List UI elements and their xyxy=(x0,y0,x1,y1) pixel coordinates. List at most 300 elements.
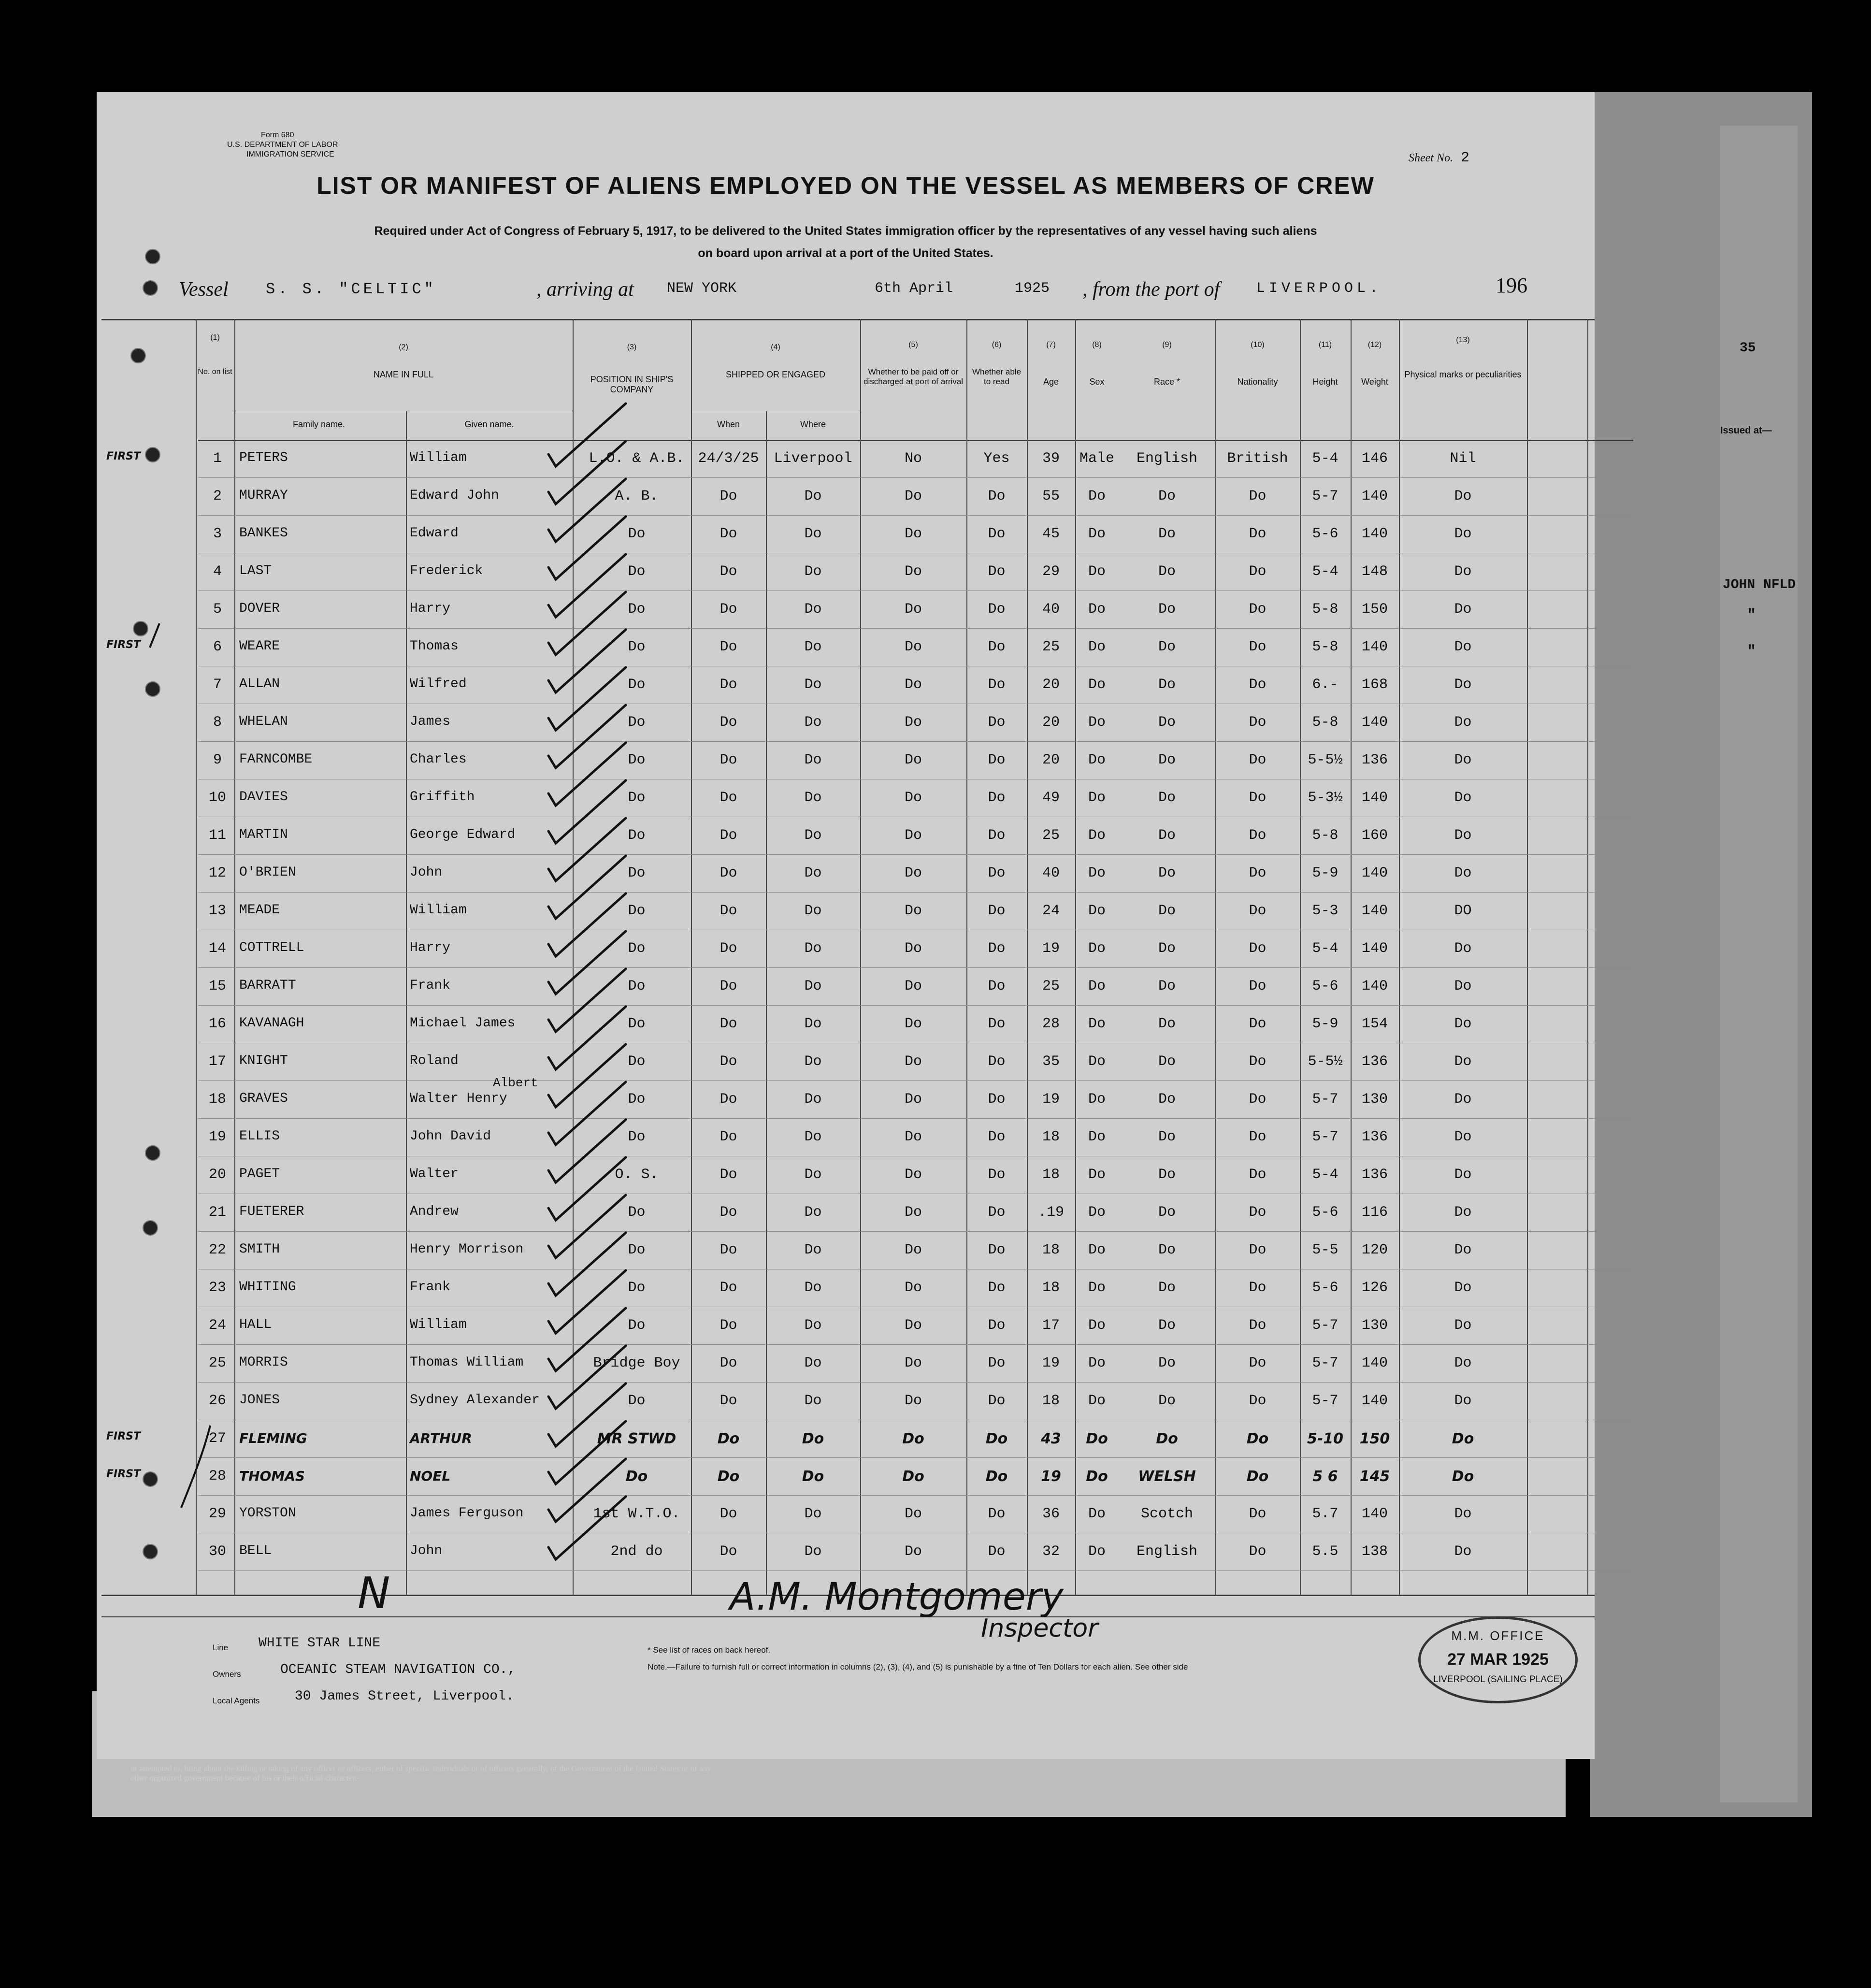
shipped-when: Do xyxy=(720,488,737,504)
position: Do xyxy=(628,1129,646,1145)
race: English xyxy=(1136,450,1198,467)
tally-mark: N xyxy=(358,1568,390,1619)
age: 18 xyxy=(1042,1167,1060,1183)
checkmark-icon xyxy=(548,1270,626,1333)
position: Do xyxy=(628,526,646,542)
shipped-where: Do xyxy=(804,978,822,994)
position: Do xyxy=(628,865,646,881)
age: 39 xyxy=(1042,450,1060,467)
shipped-when: Do xyxy=(720,526,737,542)
punch-hole xyxy=(145,681,160,697)
row-number: 12 xyxy=(208,865,226,881)
able-to-read: Do xyxy=(988,714,1006,731)
arrival-date: 6th April xyxy=(875,280,953,297)
checkmark-icon xyxy=(548,931,626,994)
physical-marks: Do xyxy=(1454,601,1472,618)
given-name: Frank xyxy=(410,978,451,993)
weight: 140 xyxy=(1361,526,1388,542)
inspector-signature: A.M. Montgomery xyxy=(730,1575,1064,1619)
punch-hole xyxy=(145,1145,160,1161)
sex: Do xyxy=(1088,1355,1106,1371)
weight: 140 xyxy=(1361,978,1388,994)
paid-off: Do xyxy=(904,940,922,957)
given-name: Thomas xyxy=(410,639,459,654)
col-10-number: (10) xyxy=(1251,341,1265,349)
age: 25 xyxy=(1042,978,1060,994)
height: 5-7 xyxy=(1312,1317,1338,1334)
physical-marks: Do xyxy=(1454,1091,1472,1108)
row-number: 24 xyxy=(208,1317,226,1334)
sex: Do xyxy=(1088,865,1106,881)
race: Do xyxy=(1158,1053,1176,1070)
race: Do xyxy=(1158,752,1176,768)
age: 19 xyxy=(1042,1091,1060,1108)
form-header: Form 680 U.S. DEPARTMENT OF LABOR IMMIGRATION SERVICE xyxy=(227,131,338,158)
physical-marks: Do xyxy=(1454,526,1472,542)
row-number: 1 xyxy=(213,450,222,467)
nationality: Do xyxy=(1249,1016,1267,1032)
age: 45 xyxy=(1042,526,1060,542)
agents-label: Local Agents xyxy=(213,1696,260,1705)
race: Do xyxy=(1158,1355,1176,1371)
position: O. S. xyxy=(615,1167,659,1183)
shipped-when: Do xyxy=(720,1016,737,1032)
physical-marks: Do xyxy=(1454,1317,1472,1334)
age: 20 xyxy=(1042,752,1060,768)
shipped-where: Do xyxy=(804,677,822,693)
position: Do xyxy=(628,639,646,655)
race: Scotch xyxy=(1140,1506,1194,1522)
col-11-number: (11) xyxy=(1318,341,1332,349)
paid-off: Do xyxy=(904,827,922,844)
shipped-where: Do xyxy=(804,1317,822,1334)
able-to-read: Do xyxy=(985,1468,1008,1485)
arriving-label: , arriving at xyxy=(536,278,634,301)
race: Do xyxy=(1158,1317,1176,1334)
row-number: 11 xyxy=(208,827,226,844)
race: Do xyxy=(1158,677,1176,693)
punch-hole xyxy=(143,1544,158,1559)
margin-stroke xyxy=(181,1426,210,1508)
checkmark-icon xyxy=(548,856,626,919)
weight: 140 xyxy=(1361,790,1388,806)
family-name: FUETERER xyxy=(239,1204,304,1219)
age: 20 xyxy=(1042,714,1060,731)
physical-marks: Do xyxy=(1454,488,1472,504)
row-number: 26 xyxy=(208,1393,226,1409)
row-number: 2 xyxy=(213,488,222,504)
col-11-label: Height xyxy=(1312,377,1338,387)
family-name: YORSTON xyxy=(239,1506,296,1521)
nationality: Do xyxy=(1249,601,1267,618)
position: L.O. & A.B. xyxy=(589,450,685,467)
physical-marks: Do xyxy=(1454,639,1472,655)
punch-hole xyxy=(143,1220,158,1236)
paid-off: Do xyxy=(904,1242,922,1258)
col-4-label: SHIPPED OR ENGAGED xyxy=(725,370,826,379)
shipped-when: Do xyxy=(720,903,737,919)
physical-marks: Do xyxy=(1454,1167,1472,1183)
sex: Do xyxy=(1088,563,1106,580)
position: Do xyxy=(628,1053,646,1070)
sex: Do xyxy=(1088,827,1106,844)
checkmark-icon xyxy=(548,818,626,881)
line-value: WHITE STAR LINE xyxy=(259,1636,381,1651)
shipped-when: Do xyxy=(720,1393,737,1409)
shipped-when: Do xyxy=(717,1430,740,1447)
height: 5-8 xyxy=(1312,601,1338,618)
weight: 154 xyxy=(1361,1016,1388,1032)
manifest-page xyxy=(97,92,1595,1759)
checkmark-layer xyxy=(97,92,1595,1759)
position: Do xyxy=(628,752,646,768)
family-name-subhead: Family name. xyxy=(292,419,345,429)
paid-off: Do xyxy=(904,978,922,994)
weight: 140 xyxy=(1361,1355,1388,1371)
punch-hole xyxy=(145,447,160,462)
margin-mark: FIRST xyxy=(106,1468,141,1480)
physical-marks: Do xyxy=(1454,865,1472,881)
race: Do xyxy=(1158,488,1176,504)
height: 5-6 xyxy=(1312,1204,1338,1221)
physical-marks: Nil xyxy=(1450,450,1476,467)
sex: Male xyxy=(1079,450,1114,467)
checkmark-icon xyxy=(548,780,626,843)
race: Do xyxy=(1158,1091,1176,1108)
able-to-read: Do xyxy=(988,903,1006,919)
col-10-label: Nationality xyxy=(1237,377,1278,387)
paid-off: Do xyxy=(904,1016,922,1032)
checkmark-icon xyxy=(548,1459,626,1522)
margin-mark: FIRST xyxy=(106,639,141,651)
weight: 138 xyxy=(1361,1543,1388,1560)
row-number: 16 xyxy=(208,1016,226,1032)
age: 29 xyxy=(1042,563,1060,580)
weight: 160 xyxy=(1361,827,1388,844)
paid-off: Do xyxy=(904,526,922,542)
given-name: Edward John xyxy=(410,488,499,503)
able-to-read: Do xyxy=(988,790,1006,806)
checkmark-icon xyxy=(548,1421,626,1484)
given-name: Wilfred xyxy=(410,677,467,691)
position: Do xyxy=(628,601,646,618)
age: 25 xyxy=(1042,827,1060,844)
weight: 130 xyxy=(1361,1091,1388,1108)
age: 18 xyxy=(1042,1129,1060,1145)
sex: Do xyxy=(1088,1543,1106,1560)
races-note: * See list of races on back hereof. xyxy=(648,1645,771,1655)
given-name: John David xyxy=(410,1129,491,1144)
family-name: THOMAS xyxy=(239,1468,305,1484)
position: Do xyxy=(628,677,646,693)
able-to-read: Do xyxy=(988,639,1006,655)
given-name: Griffith xyxy=(410,790,475,805)
col-5-label: Whether to be paid off or discharged at port of arrival xyxy=(864,367,963,386)
given-name: NOEL xyxy=(410,1468,451,1484)
row-number: 30 xyxy=(208,1543,226,1560)
family-name: ELLIS xyxy=(239,1129,280,1144)
position: Do xyxy=(628,1242,646,1258)
able-to-read: Do xyxy=(988,1280,1006,1296)
page-subtitle: Required under Act of Congress of February 5, 1917, to be delivered to the United States immigration officer by the representatives of any vessel having such aliens on board upon arrival at a port of the United States. xyxy=(374,224,1317,260)
shipped-when: Do xyxy=(717,1468,740,1485)
row-number: 21 xyxy=(208,1204,226,1221)
physical-marks: Do xyxy=(1454,1129,1472,1145)
able-to-read: Do xyxy=(988,978,1006,994)
position: Do xyxy=(628,1317,646,1334)
age: 19 xyxy=(1041,1468,1061,1485)
height: 5-10 xyxy=(1307,1430,1344,1447)
position: Do xyxy=(628,903,646,919)
shipped-where: Do xyxy=(804,1053,822,1070)
given-name: James xyxy=(410,714,451,729)
physical-marks: Do xyxy=(1452,1468,1474,1485)
given-name: William xyxy=(410,903,467,918)
checkmark-icon xyxy=(548,1157,626,1220)
weight: 140 xyxy=(1361,865,1388,881)
sex: Do xyxy=(1088,1204,1106,1221)
shipped-when: Do xyxy=(720,1543,737,1560)
sex: Do xyxy=(1088,601,1106,618)
paid-off: Do xyxy=(904,1280,922,1296)
able-to-read: Do xyxy=(988,563,1006,580)
checkmark-icon xyxy=(548,403,626,466)
paid-off: Do xyxy=(904,1129,922,1145)
height: 5 6 xyxy=(1312,1468,1338,1485)
family-name: MEADE xyxy=(239,903,280,918)
where-subhead: Where xyxy=(800,419,826,429)
weight: 168 xyxy=(1361,677,1388,693)
margin-mark: FIRST xyxy=(106,450,141,462)
given-name-subhead: Given name. xyxy=(464,419,514,429)
checkmark-icon xyxy=(548,1195,626,1258)
weight: 120 xyxy=(1361,1242,1388,1258)
paid-off: Do xyxy=(904,752,922,768)
given-name: Sydney Alexander xyxy=(410,1393,540,1408)
race: Do xyxy=(1156,1430,1178,1447)
owners-value: OCEANIC STEAM NAVIGATION CO., xyxy=(280,1662,516,1677)
race: Do xyxy=(1158,1393,1176,1409)
race: Do xyxy=(1158,865,1176,881)
shipped-where: Do xyxy=(804,827,822,844)
given-name: Harry xyxy=(410,940,451,955)
col-8-label: Sex xyxy=(1089,377,1105,387)
col-3-number: (3) xyxy=(627,343,637,351)
able-to-read: Do xyxy=(988,865,1006,881)
weight: 140 xyxy=(1361,714,1388,731)
weight: 140 xyxy=(1361,1393,1388,1409)
sex: Do xyxy=(1088,1167,1106,1183)
checkmark-icon xyxy=(548,893,626,956)
shipped-where: Do xyxy=(804,1091,822,1108)
underlying-sheet-text: or attempted to, bring about the killing or taking of any officer or officers, either of specific individuals or of officers generally, of the Government of the United States or of any other organized government because of his or their official character. xyxy=(130,1764,711,1783)
weight: 136 xyxy=(1361,1053,1388,1070)
age: 49 xyxy=(1042,790,1060,806)
paid-off: Do xyxy=(904,1355,922,1371)
shipped-where: Do xyxy=(804,940,822,957)
sex: Do xyxy=(1088,526,1106,542)
race: Do xyxy=(1158,1242,1176,1258)
age: 40 xyxy=(1042,601,1060,618)
physical-marks: Do xyxy=(1454,978,1472,994)
height: 5-4 xyxy=(1312,563,1338,580)
nationality: Do xyxy=(1249,677,1267,693)
physical-marks: Do xyxy=(1454,1393,1472,1409)
punch-hole xyxy=(145,249,160,264)
given-name: Henry Morrison xyxy=(410,1242,524,1257)
family-name: O'BRIEN xyxy=(239,865,296,880)
age: 17 xyxy=(1042,1317,1060,1334)
sex: Do xyxy=(1088,903,1106,919)
family-name: JONES xyxy=(239,1393,280,1408)
position: Do xyxy=(628,790,646,806)
race: English xyxy=(1136,1543,1198,1560)
owners-label: Owners xyxy=(213,1670,241,1679)
weight: 150 xyxy=(1361,601,1388,618)
given-name: Roland xyxy=(410,1053,459,1068)
given-name: John xyxy=(410,1543,443,1558)
weight: 140 xyxy=(1361,903,1388,919)
back-sheet-ditto: " xyxy=(1747,643,1756,661)
position: Bridge Boy xyxy=(593,1355,680,1371)
col-5-number: (5) xyxy=(908,341,918,349)
margin-mark: FIRST xyxy=(106,1430,141,1442)
paid-off: Do xyxy=(904,865,922,881)
physical-marks: DO xyxy=(1454,903,1472,919)
given-name: Edward xyxy=(410,526,459,541)
page-number: 196 xyxy=(1496,274,1527,297)
nationality: Do xyxy=(1249,1393,1267,1409)
nationality: Do xyxy=(1249,1129,1267,1145)
when-subhead: When xyxy=(717,419,740,429)
physical-marks: Do xyxy=(1454,1053,1472,1070)
shipped-where: Do xyxy=(804,1543,822,1560)
row-number: 22 xyxy=(208,1242,226,1258)
physical-marks: Do xyxy=(1454,1204,1472,1221)
weight: 116 xyxy=(1361,1204,1388,1221)
able-to-read: Yes xyxy=(983,450,1010,467)
able-to-read: Do xyxy=(988,601,1006,618)
sex: Do xyxy=(1086,1468,1108,1485)
nationality: Do xyxy=(1249,903,1267,919)
family-name: HALL xyxy=(239,1317,272,1332)
position: Do xyxy=(628,1091,646,1108)
nationality: Do xyxy=(1249,714,1267,731)
paid-off: Do xyxy=(904,1053,922,1070)
col-4-number: (4) xyxy=(771,343,780,351)
row-number: 28 xyxy=(208,1468,226,1484)
paid-off: Do xyxy=(904,1167,922,1183)
family-name: MORRIS xyxy=(239,1355,288,1370)
able-to-read: Do xyxy=(988,1317,1006,1334)
col-7-label: Age xyxy=(1043,377,1059,387)
age: 20 xyxy=(1042,677,1060,693)
checkmark-icon xyxy=(548,1233,626,1296)
nationality: Do xyxy=(1249,1543,1267,1560)
height: 5-7 xyxy=(1312,1393,1338,1409)
family-name: MURRAY xyxy=(239,488,288,503)
shipped-where: Do xyxy=(804,488,822,504)
able-to-read: Do xyxy=(988,677,1006,693)
position: Do xyxy=(628,827,646,844)
sex: Do xyxy=(1088,1280,1106,1296)
given-name: Walter xyxy=(410,1167,459,1181)
paid-off: Do xyxy=(904,488,922,504)
col-1-label: No. on list xyxy=(198,368,232,376)
row-number: 27 xyxy=(208,1430,226,1447)
nationality: Do xyxy=(1249,1091,1267,1108)
able-to-read: Do xyxy=(988,752,1006,768)
age: 32 xyxy=(1042,1543,1060,1560)
checkmark-icon xyxy=(548,592,626,655)
family-name: ALLAN xyxy=(239,677,280,691)
col-9-number: (9) xyxy=(1162,341,1172,349)
row-number: 7 xyxy=(213,677,222,693)
able-to-read: Do xyxy=(988,526,1006,542)
weight: 140 xyxy=(1361,1506,1388,1522)
race: Do xyxy=(1158,563,1176,580)
sex: Do xyxy=(1088,940,1106,957)
able-to-read: Do xyxy=(988,1355,1006,1371)
col-2-label: NAME IN FULL xyxy=(373,370,434,379)
family-name: BELL xyxy=(239,1543,272,1558)
col-12-label: Weight xyxy=(1361,377,1388,387)
sex: Do xyxy=(1088,714,1106,731)
family-name: WEARE xyxy=(239,639,280,654)
shipped-when: Do xyxy=(720,1280,737,1296)
sex: Do xyxy=(1088,488,1106,504)
nationality: Do xyxy=(1249,526,1267,542)
shipped-when: Do xyxy=(720,827,737,844)
checkmark-icon xyxy=(548,705,626,768)
row-number: 8 xyxy=(213,714,222,731)
nationality: Do xyxy=(1249,1167,1267,1183)
shipped-when: Do xyxy=(720,1506,737,1522)
shipped-when: Do xyxy=(720,1091,737,1108)
shipped-where: Do xyxy=(804,903,822,919)
nationality: Do xyxy=(1249,1204,1267,1221)
col-9-label: Race * xyxy=(1153,377,1180,387)
age: 18 xyxy=(1042,1280,1060,1296)
able-to-read: Do xyxy=(988,827,1006,844)
position: Do xyxy=(628,563,646,580)
row-number: 25 xyxy=(208,1355,226,1371)
nationality: Do xyxy=(1249,752,1267,768)
punch-hole xyxy=(143,1471,158,1487)
height: 5.5 xyxy=(1312,1543,1338,1560)
race: Do xyxy=(1158,1016,1176,1032)
shipped-when: Do xyxy=(720,1053,737,1070)
shipped-when: Do xyxy=(720,940,737,957)
able-to-read: Do xyxy=(988,1543,1006,1560)
given-name: John xyxy=(410,865,443,880)
family-name: BARRATT xyxy=(239,978,296,993)
shipped-when: Do xyxy=(720,677,737,693)
shipped-where: Do xyxy=(802,1430,824,1447)
physical-marks: Do xyxy=(1454,563,1472,580)
height: 5-4 xyxy=(1312,940,1338,957)
shipped-where: Do xyxy=(802,1468,824,1485)
given-name: Frederick xyxy=(410,563,483,578)
position: Do xyxy=(628,1393,646,1409)
age: 43 xyxy=(1041,1430,1061,1447)
checkmark-icon xyxy=(548,667,626,730)
punch-hole xyxy=(130,348,146,363)
nationality: Do xyxy=(1249,563,1267,580)
shipped-when: Do xyxy=(720,714,737,731)
penalty-note: Note.—Failure to furnish full or correct information in columns (2), (3), (4), and (5) is punishable by a fine of Ten Dollars for each alien. See other side xyxy=(648,1662,1188,1671)
sex: Do xyxy=(1088,677,1106,693)
